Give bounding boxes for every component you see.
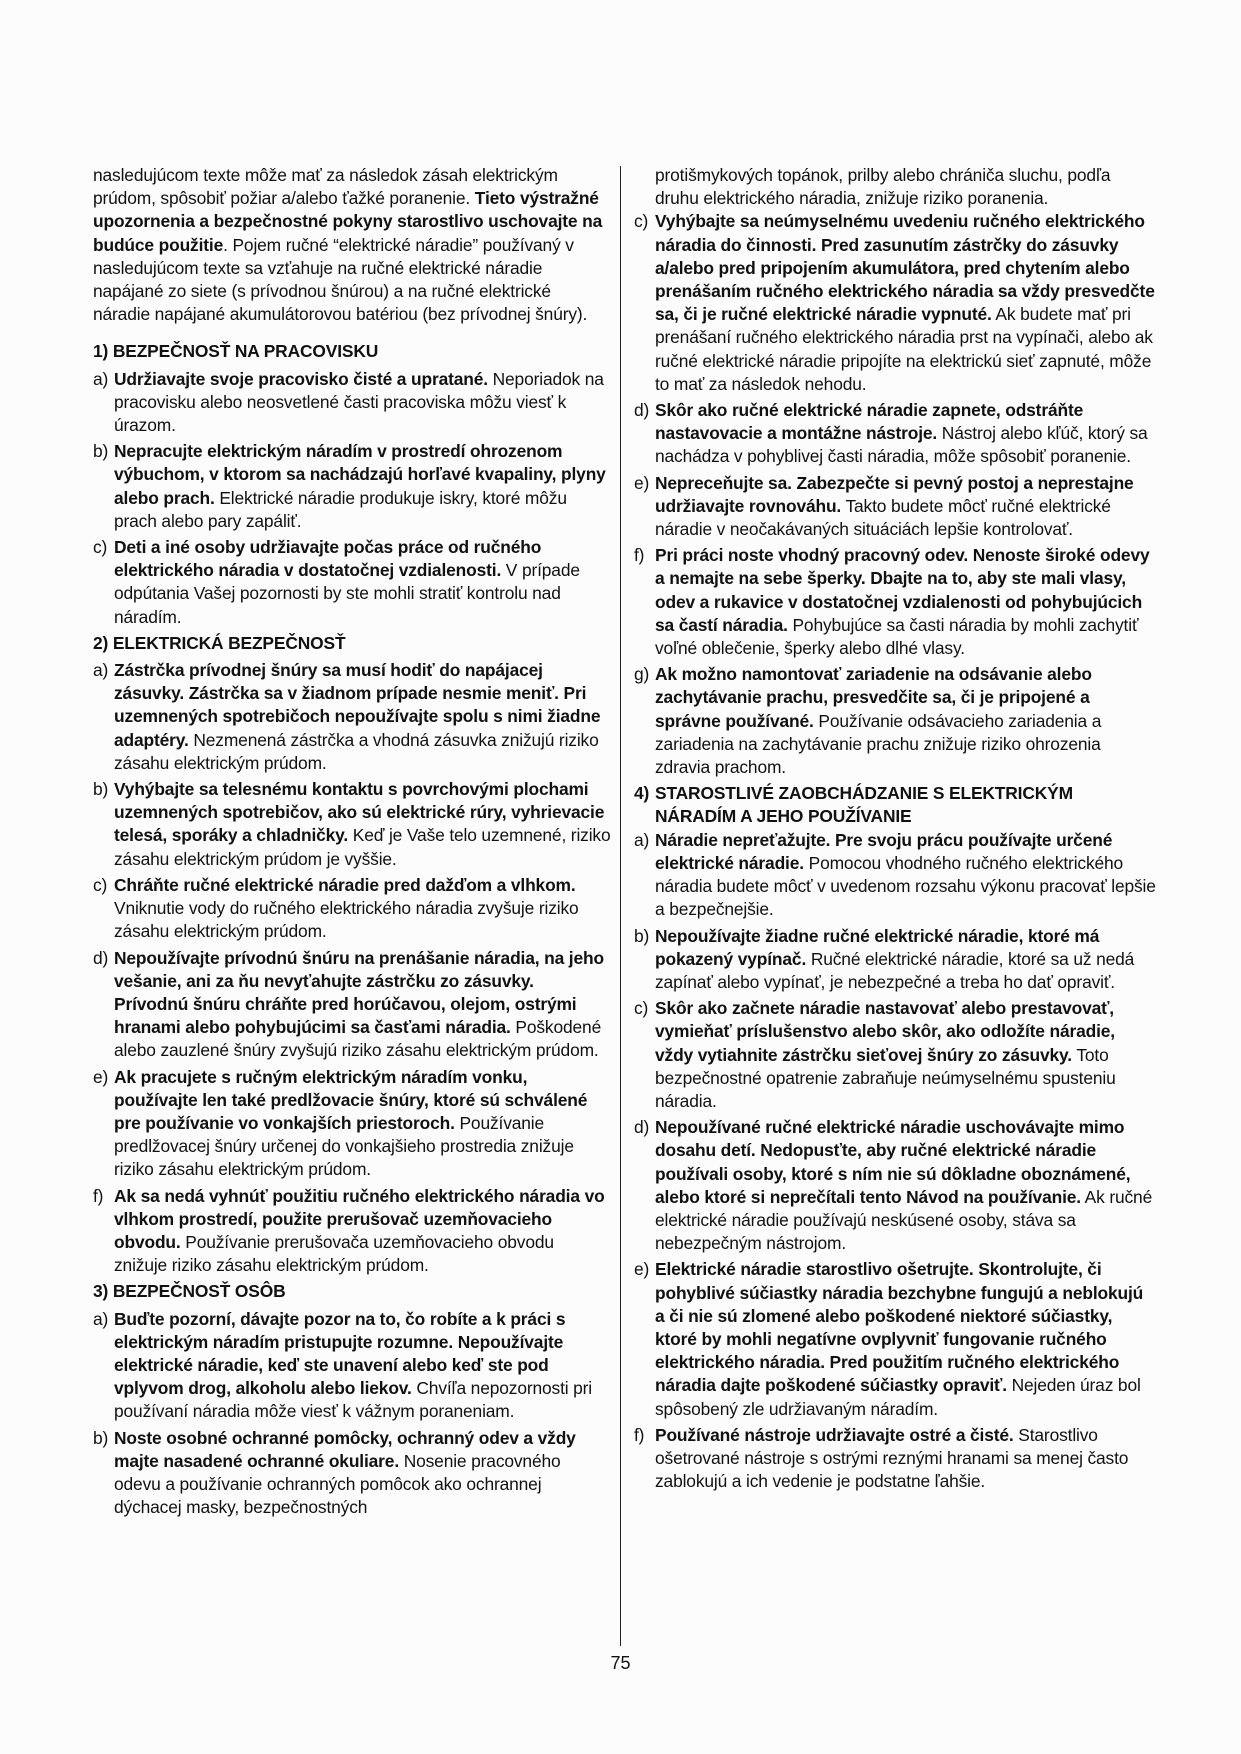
item-explanation: Takto budete môcť ručné elektrické náradie v neočakávaných situáciách lepšie kontrolovať. (655, 495, 1111, 540)
item-bold-instruction: Udržiavajte svoje pracovisko čisté a upratané. (114, 368, 488, 389)
section-heading-personal-safety: 3) BEZPEČNOSŤ OSÔB (93, 1281, 286, 1302)
item-marker: g) (634, 664, 650, 685)
item-text (114, 440, 611, 533)
item-text (655, 544, 1156, 660)
item-marker: b) (93, 779, 109, 800)
item-explanation: Pomocou vhodného ručného elektrického náradia budete môcť v uvedenom rozsahu výkonu pracovať lepšie a bezpečnejšie. (655, 852, 1156, 920)
item-bold-instruction: Elektrické náradie starostlivo ošetrujte. Skontrolujte, či pohyblivé súčiastky náradia bezchybne fungujú a neblokujú a či nie sú zlomené alebo poškodené niektoré súčiastky, ktoré by mohli negatívne ovplyvniť fungovanie ručného elektrického náradia. Pred použitím ručného elektrického náradia dajte poškodené súčiastky opraviť. (655, 1259, 1144, 1396)
item-marker: d) (634, 400, 650, 421)
item-text (655, 663, 1156, 779)
item-text (114, 1427, 611, 1520)
item-bold-instruction: Skôr ako ručné elektrické náradie zapnete, odstráňte nastavovacie a montážne nástroje. (655, 400, 1084, 444)
item-text (114, 1308, 611, 1424)
item-bold-instruction: Ak pracujete s ručným elektrickým náradím vonku, používajte len také predlžovacie šnúry, ktoré sú schválené pre používanie vo vonkajších priestoroch. (114, 1066, 588, 1133)
item-bold-instruction: Používané nástroje udržiavajte ostré a čisté. (655, 1424, 1014, 1445)
list-item (634, 997, 1156, 1113)
item-explanation: Chvíľa nepozornosti pri používaní náradia môže viesť k vážnym poraneniam. (114, 1378, 593, 1422)
list-item (634, 1258, 1156, 1420)
item-explanation: Elektrické náradie produkuje iskry, ktoré môžu prach alebo pary zapáliť. (114, 487, 567, 531)
continuation-paragraph: protišmykových topánok, prilby alebo chrániča sluchu, podľa druhu elektrického náradia, znižuje riziko poranenia. (655, 165, 1111, 209)
list-item (634, 544, 1156, 660)
item-marker: c) (93, 537, 108, 558)
section-workplace-safety (93, 368, 611, 629)
page-number: 75 (610, 1653, 631, 1673)
item-text (114, 536, 611, 629)
column-divider (620, 166, 621, 1646)
item-bold-instruction: Chráňte ručné elektrické náradie pred dažďom a vlhkom. (114, 874, 576, 895)
item-marker: f) (93, 1185, 104, 1206)
item-marker: c) (634, 998, 649, 1019)
item-explanation: Používanie prerušovača uzemňovacieho obvodu znižuje riziko zásahu elektrickým prúdom. (114, 1231, 554, 1276)
item-marker: b) (634, 925, 650, 946)
item-bold-instruction: Vyhýbajte sa telesnému kontaktu s povrchovými plochami uzemnených spotrebičov, ako sú elektrické rúry, vyhrievacie telesá, sporáky a chladničky. (114, 779, 605, 846)
item-text (655, 1116, 1156, 1255)
item-marker: d) (93, 947, 109, 968)
item-marker: f) (634, 1424, 645, 1445)
item-text (655, 925, 1156, 995)
item-text (114, 368, 611, 438)
item-text (114, 874, 611, 944)
item-explanation: Toto bezpečnostné opatrenie zabraňuje neúmyselnému spusteniu náradia. (655, 1044, 1116, 1111)
section-personal-safety (93, 1308, 611, 1520)
item-bold-instruction: Nepoužívajte žiadne ručné elektrické náradie, ktoré má pokazený vypínač. (655, 925, 1100, 969)
section-heading-workplace-safety: 1) BEZPEČNOSŤ NA PRACOVISKU (93, 341, 379, 362)
list-item (93, 1308, 611, 1424)
list-item (634, 472, 1156, 542)
item-marker: a) (93, 1308, 109, 1329)
section-heading-electrical-safety: 2) ELEKTRICKÁ BEZPEČNOSŤ (93, 632, 346, 653)
item-text (655, 399, 1156, 469)
list-item (634, 210, 1156, 396)
list-item (93, 368, 611, 438)
list-item (93, 659, 611, 775)
item-text (114, 1185, 611, 1278)
left-column (93, 164, 611, 1522)
item-explanation: Nejeden úraz bol spôsobený zle udržiavaným náradím. (655, 1375, 1141, 1419)
item-bold-instruction: Zástrčka prívodnej šnúry sa musí hodiť do napájacej zásuvky. Zástrčka sa v žiadnom prípade nesmie meniť. Pri uzemnených spotrebičoch nepoužívajte spolu s nimi žiadne adaptéry. (114, 660, 601, 750)
item-text (655, 210, 1156, 396)
item-explanation: Nástroj alebo kľúč, ktorý sa nachádza v pohyblivej časti náradia, môže spôsobiť poranenie. (655, 423, 1148, 467)
list-item (634, 663, 1156, 779)
item-marker: c) (93, 874, 108, 895)
item-explanation: Vniknutie vody do ručného elektrického náradia zvyšuje riziko zásahu elektrickým prúdom. (114, 898, 579, 942)
item-bold-instruction: Skôr ako začnete náradie nastavovať alebo prestavovať, vymieňať príslušenstvo alebo skôr, ako odložíte náradie, vždy vytiahnite zástrčku sieťovej šnúry zo zásuvky. (655, 998, 1115, 1065)
item-bold-instruction: Nepoužívané ručné elektrické náradie uschovávajte mimo dosahu detí. Nedopusťte, aby ručné elektrické náradie používali osoby, ktoré s ním nie sú dôkladne oboznámené, alebo ktoré si neprečítali tento Návod na používanie. (655, 1117, 1131, 1207)
item-marker: c) (634, 211, 649, 232)
list-item (93, 1066, 611, 1182)
item-marker: d) (634, 1117, 650, 1138)
item-explanation: Používanie predlžovacej šnúry určenej do vonkajšieho prostredia znižuje riziko zásahu elektrickým prúdom. (114, 1112, 574, 1180)
item-bold-instruction: Nepracujte elektrickým náradím v prostredí ohrozenom výbuchom, v ktorom sa nachádzajú horľavé kvapaliny, plyny alebo prach. (114, 441, 606, 508)
item-explanation: Ak ručné elektrické náradie používajú neskúsené osoby, stáva sa nebezpečným nástrojom. (655, 1186, 1153, 1254)
item-bold-instruction: Nepoužívajte prívodnú šnúru na prenášanie náradia, na jeho vešanie, ani za ňu nevyťahujte zástrčku zo zásuvky. Prívodnú šnúru chráňte pred horúčavou, olejom, ostrými hranami alebo pohybujúcimi sa časťami náradia. (114, 947, 604, 1038)
item-marker: b) (93, 441, 109, 462)
item-text (655, 472, 1156, 542)
item-explanation: Ak budete mať pri prenášaní ručného elektrického náradia prst na vypínači, alebo ak ručné elektrické náradie pripojíte na elektrickú sieť zapnuté, môže to mať za následok nehodu. (655, 304, 1153, 394)
item-marker: e) (93, 1066, 109, 1087)
list-item (634, 829, 1156, 922)
item-explanation: Pohybujúce sa časti náradia by mohli zachytiť voľné oblečenie, šperky alebo dlhé vlasy. (655, 614, 1139, 659)
section-heading-tool-use-care: 4) STAROSTLIVÉ ZAOBCHÁDZANIE S ELEKTRICKÝM NÁRADÍM A JEHO POUŽÍVANIE (634, 783, 1073, 827)
item-bold-instruction: Deti a iné osoby udržiavajte počas práce od ručného elektrického náradia v dostatočnej vzdialenosti. (114, 537, 542, 581)
item-explanation: Nezmenená zástrčka a vhodná zásuvka znižujú riziko zásahu elektrickým prúdom. (114, 729, 599, 773)
item-marker: a) (93, 660, 109, 681)
item-bold-instruction: Noste osobné ochranné pomôcky, ochranný odev a vždy majte nasadené ochranné okuliare. (114, 1427, 576, 1471)
item-bold-instruction: Vyhýbajte sa neúmyselnému uvedeniu ručného elektrického náradia do činnosti. Pred zasunutím zástrčky do zásuvky a/alebo pred pripojením akumulátora, pred chytením alebo prenášaním ručného elektrického náradia sa vždy presvedčte sa, či je ručné elektrické náradie vypnuté. (655, 211, 1155, 325)
list-item (634, 399, 1156, 469)
item-text (114, 778, 611, 871)
right-column (634, 164, 1156, 1496)
item-explanation: Ručné elektrické náradie, ktoré sa už nedá zapínať alebo vypínať, je nebezpečné a treba ho dať opraviť. (655, 948, 1135, 992)
item-text (655, 829, 1156, 922)
item-marker: f) (634, 545, 645, 566)
section-electrical-safety (93, 659, 611, 1277)
intro-paragraph: nasledujúcom texte môže mať za následok zásah elektrickým prúdom, spôsobiť požiar a/alebo ťažké poranenie. Tieto výstražné upozornenia a bezpečnostné pokyny starostlivo uschovajte na budúce použitie. Pojem ručné “elektrické náradie” používaný v nasledujúcom texte sa vzťahuje na ručné elektrické náradie napájané zo siete (s prívodnou šnúrou) a na ručné elektrické náradie napájané akumulátorovou batériou (bez prívodnej šnúry). (93, 165, 603, 325)
list-item (634, 1424, 1156, 1494)
list-item (93, 778, 611, 871)
item-marker: b) (93, 1427, 109, 1448)
item-text (655, 997, 1156, 1113)
item-marker: e) (634, 1259, 650, 1280)
item-marker: a) (634, 829, 650, 850)
item-text (114, 947, 611, 1063)
list-item (93, 1427, 611, 1520)
item-bold-instruction: Pri práci noste vhodný pracovný odev. Nenoste široké odevy a nemajte na sebe šperky. Dbajte na to, aby ste mali vlasy, odev a rukavice v dostatočnej vzdialenosti od pohybujúcich sa častí náradia. (655, 545, 1150, 635)
item-bold-instruction: Nepreceňujte sa. Zabezpečte si pevný postoj a neprestajne udržiavajte rovnováhu. (655, 472, 1134, 516)
item-explanation: Neporiadok na pracovisku alebo neosvetlené časti pracoviska môžu viesť k úrazom. (114, 368, 604, 436)
item-text (114, 659, 611, 775)
item-explanation: V prípade odpútania Vašej pozornosti by ste mohli stratiť kontrolu nad náradím. (114, 560, 580, 627)
section-tool-use-care (634, 829, 1156, 1494)
item-bold-instruction: Buďte pozorní, dávajte pozor na to, čo robíte a k práci s elektrickým náradím pristupujte rozumne. Nepoužívajte elektrické náradie, keď ste unavení alebo keď ste pod vplyvom drog, alkoholu alebo liekov. (114, 1308, 566, 1399)
item-text (655, 1424, 1156, 1494)
item-explanation: Poškodené alebo zauzlené šnúry zvyšujú riziko zásahu elektrickým prúdom. (114, 1017, 602, 1061)
item-marker: a) (93, 368, 109, 389)
section-personal-safety-continued (634, 210, 1156, 779)
item-explanation: Starostlivo ošetrované nástroje s ostrými reznými hranami sa menej často zablokujú a ich vedenie je podstatne ľahšie. (655, 1424, 1129, 1492)
list-item (634, 1116, 1156, 1255)
item-explanation: Keď je Vaše telo uzemnené, riziko zásahu elektrickým prúdom je vyššie. (114, 825, 611, 869)
item-bold-instruction: Ak sa nedá vyhnúť použitiu ručného elektrického náradia vo vlhkom prostredí, použite prerušovač uzemňovacieho obvodu. (114, 1185, 605, 1252)
list-item (93, 1185, 611, 1278)
item-explanation: Nosenie pracovného odevu a používanie ochranných pomôcok ako ochrannej dýchacej masky, bezpečnostných (114, 1450, 561, 1518)
list-item (93, 874, 611, 944)
item-text (114, 1066, 611, 1182)
item-bold-instruction: Náradie nepreťažujte. Pre svoju prácu používajte určené elektrické náradie. (655, 829, 1113, 873)
list-item (93, 536, 611, 629)
list-item (634, 925, 1156, 995)
list-item (93, 440, 611, 533)
item-marker: e) (634, 472, 650, 493)
item-explanation: Používanie odsávacieho zariadenia a zariadenia na zachytávanie prachu znižuje riziko ohrozenia zdravia prachom. (655, 710, 1102, 778)
item-text (655, 1258, 1156, 1420)
list-item (93, 947, 611, 1063)
item-bold-instruction: Ak možno namontovať zariadenie na odsávanie alebo zachytávanie prachu, presvedčite sa, či je pripojené a správne používané. (655, 664, 1092, 731)
